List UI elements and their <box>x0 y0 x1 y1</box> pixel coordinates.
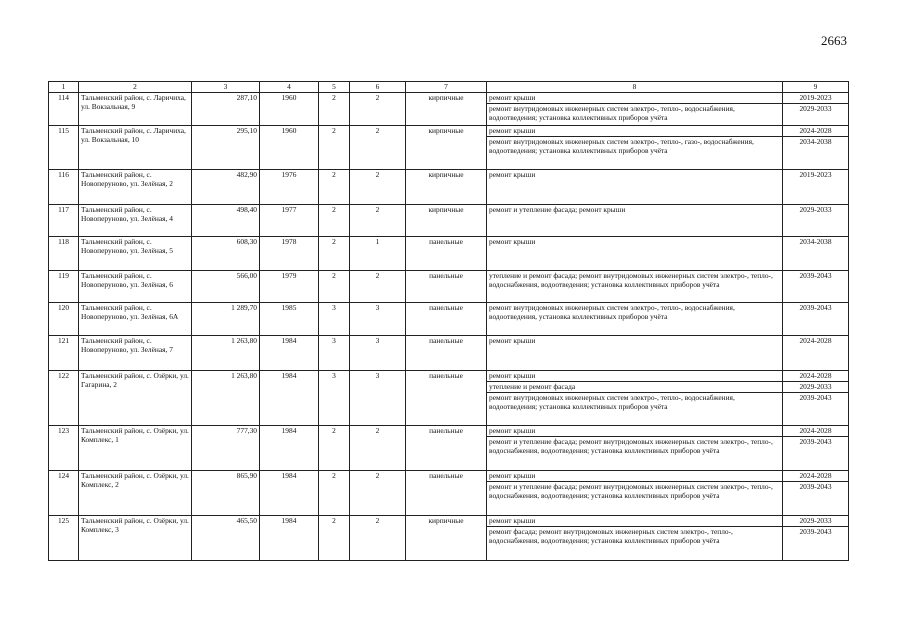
entrances-cell: 2 <box>350 271 406 303</box>
year-cell: 1979 <box>260 271 319 303</box>
work-type-cell: ремонт крыши <box>487 516 783 527</box>
floors-cell: 2 <box>319 516 350 561</box>
year-cell: 1984 <box>260 371 319 426</box>
period-cell: 2034-2038 <box>783 237 849 271</box>
column-header: 3 <box>192 82 260 93</box>
year-cell: 1960 <box>260 93 319 126</box>
row-number-cell: 115 <box>49 126 79 170</box>
address-cell: Тальменский район, с. Ларичиха, ул. Вокзальная, 10 <box>79 126 192 170</box>
material-cell: кирпичные <box>406 205 487 237</box>
work-type-cell: ремонт внутридомовых инженерных систем электро-, тепло-, газо-, водоснабжения, водоотведения; установка коллективных приборов учёта <box>487 137 783 170</box>
period-cell: 2019-2023 <box>783 93 849 104</box>
work-type-cell: ремонт крыши <box>487 336 783 371</box>
work-type-cell: ремонт крыши <box>487 371 783 382</box>
year-cell: 1978 <box>260 237 319 271</box>
column-header: 4 <box>260 82 319 93</box>
row-number-cell: 114 <box>49 93 79 126</box>
period-cell: 2029-2033 <box>783 104 849 126</box>
address-cell: Тальменский район, с. Озёрки, ул. Комплекс, 2 <box>79 471 192 516</box>
work-type-cell: ремонт крыши <box>487 471 783 482</box>
table-body <box>49 82 849 561</box>
work-type-cell: ремонт крыши <box>487 93 783 104</box>
address-cell: Тальменский район, с. Новоперуново, ул. Зелёная, 5 <box>79 237 192 271</box>
row-number-cell: 116 <box>49 170 79 205</box>
column-header: 1 <box>49 82 79 93</box>
column-header: 7 <box>406 82 487 93</box>
housing-repair-table <box>48 81 849 561</box>
year-cell: 1984 <box>260 471 319 516</box>
work-type-cell: утепление и ремонт фасада <box>487 382 783 393</box>
floors-cell: 2 <box>319 126 350 170</box>
material-cell: панельные <box>406 237 487 271</box>
address-cell: Тальменский район, с. Новоперуново, ул. Зелёная, 6А <box>79 303 192 336</box>
address-cell: Тальменский район, с. Новоперуново, ул. Зелёная, 4 <box>79 205 192 237</box>
address-cell: Тальменский район, с. Новоперуново, ул. Зелёная, 6 <box>79 271 192 303</box>
table-row <box>49 126 849 137</box>
period-cell: 2024-2028 <box>783 336 849 371</box>
period-cell: 2019-2023 <box>783 170 849 205</box>
area-cell: 1 263,80 <box>192 336 260 371</box>
table-row <box>49 471 849 482</box>
period-cell: 2024-2028 <box>783 126 849 137</box>
year-cell: 1977 <box>260 205 319 237</box>
entrances-cell: 2 <box>350 170 406 205</box>
column-header: 9 <box>783 82 849 93</box>
period-cell: 2029-2033 <box>783 205 849 237</box>
row-number-cell: 123 <box>49 426 79 471</box>
period-cell: 2034-2038 <box>783 137 849 170</box>
period-cell: 2024-2028 <box>783 471 849 482</box>
material-cell: панельные <box>406 271 487 303</box>
row-number-cell: 122 <box>49 371 79 426</box>
table-row <box>49 93 849 104</box>
floors-cell: 2 <box>319 237 350 271</box>
period-cell: 2039-2043 <box>783 393 849 426</box>
table-row <box>49 426 849 437</box>
work-type-cell: утепление и ремонт фасада; ремонт внутридомовых инженерных систем электро-, тепло-, водоснабжения, водоотведения; установка коллективных приборов учёта <box>487 271 783 303</box>
entrances-cell: 1 <box>350 237 406 271</box>
year-cell: 1976 <box>260 170 319 205</box>
period-cell: 2024-2028 <box>783 426 849 437</box>
entrances-cell: 3 <box>350 336 406 371</box>
area-cell: 465,50 <box>192 516 260 561</box>
period-cell: 2039-2043 <box>783 303 849 336</box>
entrances-cell: 2 <box>350 426 406 471</box>
area-cell: 1 289,70 <box>192 303 260 336</box>
floors-cell: 3 <box>319 371 350 426</box>
table-header-row <box>49 82 849 93</box>
year-cell: 1984 <box>260 336 319 371</box>
work-type-cell: ремонт и утепление фасада; ремонт внутридомовых инженерных систем электро-, тепло-, водоснабжения, водоотведения; установка коллективных приборов учёта <box>487 437 783 471</box>
column-header: 8 <box>487 82 783 93</box>
year-cell: 1984 <box>260 516 319 561</box>
column-header: 5 <box>319 82 350 93</box>
period-cell: 2039-2043 <box>783 271 849 303</box>
row-number-cell: 117 <box>49 205 79 237</box>
work-type-cell: ремонт внутридомовых инженерных систем электро-, тепло-, водоснабжения, водоотведения; установка коллективных приборов учёта <box>487 393 783 426</box>
work-type-cell: ремонт и утепление фасада; ремонт крыши <box>487 205 783 237</box>
work-type-cell: ремонт крыши <box>487 237 783 271</box>
material-cell: кирпичные <box>406 126 487 170</box>
material-cell: панельные <box>406 426 487 471</box>
floors-cell: 2 <box>319 170 350 205</box>
material-cell: панельные <box>406 303 487 336</box>
table-row <box>49 516 849 527</box>
floors-cell: 3 <box>319 303 350 336</box>
period-cell: 2039-2043 <box>783 527 849 561</box>
address-cell: Тальменский район, с. Озёрки, ул. Комплекс, 1 <box>79 426 192 471</box>
area-cell: 287,10 <box>192 93 260 126</box>
row-number-cell: 124 <box>49 471 79 516</box>
entrances-cell: 2 <box>350 516 406 561</box>
material-cell: панельные <box>406 336 487 371</box>
area-cell: 865,90 <box>192 471 260 516</box>
row-number-cell: 118 <box>49 237 79 271</box>
material-cell: панельные <box>406 471 487 516</box>
floors-cell: 2 <box>319 471 350 516</box>
row-number-cell: 120 <box>49 303 79 336</box>
floors-cell: 2 <box>319 93 350 126</box>
area-cell: 482,90 <box>192 170 260 205</box>
entrances-cell: 3 <box>350 303 406 336</box>
table-row <box>49 205 849 237</box>
address-cell: Тальменский район, с. Озёрки, ул. Гагарина, 2 <box>79 371 192 426</box>
area-cell: 566,00 <box>192 271 260 303</box>
period-cell: 2024-2028 <box>783 371 849 382</box>
year-cell: 1960 <box>260 126 319 170</box>
table-row <box>49 336 849 371</box>
table-row <box>49 170 849 205</box>
floors-cell: 2 <box>319 205 350 237</box>
work-type-cell: ремонт крыши <box>487 426 783 437</box>
area-cell: 498,40 <box>192 205 260 237</box>
area-cell: 777,30 <box>192 426 260 471</box>
year-cell: 1984 <box>260 426 319 471</box>
area-cell: 608,30 <box>192 237 260 271</box>
material-cell: кирпичные <box>406 516 487 561</box>
floors-cell: 2 <box>319 271 350 303</box>
work-type-cell: ремонт и утепление фасада; ремонт внутридомовых инженерных систем электро-, тепло-, водоснабжения, водоотведения; установка коллективных приборов учёта <box>487 482 783 516</box>
table-row <box>49 237 849 271</box>
row-number-cell: 121 <box>49 336 79 371</box>
entrances-cell: 2 <box>350 126 406 170</box>
area-cell: 295,10 <box>192 126 260 170</box>
work-type-cell: ремонт фасада; ремонт внутридомовых инженерных систем электро-, тепло-, водоснабжения, водоотведения; установка коллективных приборов учёта <box>487 527 783 561</box>
entrances-cell: 3 <box>350 371 406 426</box>
work-type-cell: ремонт внутридомовых инженерных систем электро-, тепло-, водоснабжения, водоотведения; установка коллективных приборов учёта <box>487 104 783 126</box>
address-cell: Тальменский район, с. Озёрки, ул. Комплекс, 3 <box>79 516 192 561</box>
column-header: 2 <box>79 82 192 93</box>
floors-cell: 2 <box>319 426 350 471</box>
address-cell: Тальменский район, с. Новоперуново, ул. Зелёная, 7 <box>79 336 192 371</box>
floors-cell: 3 <box>319 336 350 371</box>
material-cell: панельные <box>406 371 487 426</box>
entrances-cell: 2 <box>350 471 406 516</box>
table-row <box>49 271 849 303</box>
row-number-cell: 119 <box>49 271 79 303</box>
period-cell: 2039-2043 <box>783 482 849 516</box>
period-cell: 2029-2033 <box>783 382 849 393</box>
row-number-cell: 125 <box>49 516 79 561</box>
page-number: 2663 <box>821 33 847 48</box>
address-cell: Тальменский район, с. Новоперуново, ул. Зелёная, 2 <box>79 170 192 205</box>
year-cell: 1985 <box>260 303 319 336</box>
period-cell: 2029-2033 <box>783 516 849 527</box>
material-cell: кирпичные <box>406 170 487 205</box>
work-type-cell: ремонт крыши <box>487 126 783 137</box>
work-type-cell: ремонт внутридомовых инженерных систем электро-, тепло-, водоснабжения, водоотведения, установка коллективных приборов учёта <box>487 303 783 336</box>
table-row <box>49 371 849 382</box>
work-type-cell: ремонт крыши <box>487 170 783 205</box>
material-cell: кирпичные <box>406 93 487 126</box>
area-cell: 1 263,80 <box>192 371 260 426</box>
column-header: 6 <box>350 82 406 93</box>
table-row <box>49 303 849 336</box>
entrances-cell: 2 <box>350 205 406 237</box>
period-cell: 2039-2043 <box>783 437 849 471</box>
entrances-cell: 2 <box>350 93 406 126</box>
address-cell: Тальменский район, с. Ларичиха, ул. Вокзальная, 9 <box>79 93 192 126</box>
